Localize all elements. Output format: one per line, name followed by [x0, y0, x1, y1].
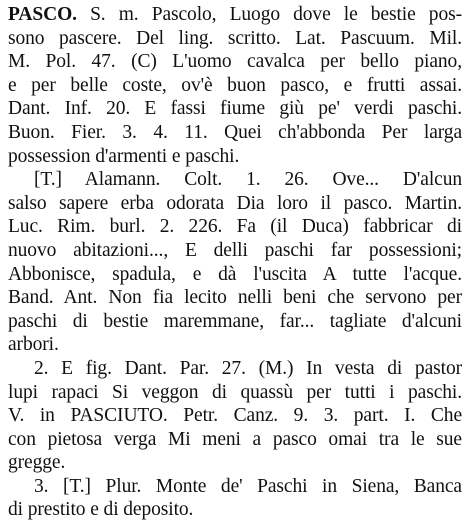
- entry-line-18: V. in PASCIUTO. Petr. Canz. 9. 3. part. I. Che: [8, 405, 462, 427]
- entry-line-9: salso sapere erba odorata Dia loro il pasco. Martin.: [8, 192, 462, 214]
- entry-line-3: M. Pol. 47. (C) L'uomo cavalca per bello piano,: [8, 51, 462, 73]
- entry-line-4: e per belle coste, ov'è buon pasco, e frutti assai.: [8, 74, 462, 96]
- entry-line-19: con pietosa verga Mi meni a pasco omai tra le sue: [8, 428, 462, 450]
- entry-line-21: 3. [T.] Plur. Monte de' Paschi in Siena, Banca: [34, 475, 462, 497]
- entry-line-16: 2. E fig. Dant. Par. 27. (M.) In vesta di pastor: [34, 357, 462, 379]
- entry-line-11: nuovo abitazioni..., E delli paschi far possessioni;: [8, 239, 462, 261]
- entry-line-17: lupi rapaci Si veggon di quassù per tutti i paschi.: [8, 381, 462, 403]
- entry-line-14: paschi di bestie maremmane, far... tagliate d'alcuni: [8, 310, 462, 332]
- entry-line-22: di prestito e di deposito.: [8, 499, 194, 521]
- entry-line-6: Buon. Fier. 3. 4. 11. Quei ch'abbonda Per larga: [8, 121, 462, 143]
- entry-line-8: [T.] Alamann. Colt. 1. 26. Ove... D'alcun: [34, 169, 462, 191]
- entry-line-15: arbori.: [8, 334, 59, 356]
- entry-line-10: Luc. Rim. burl. 2. 226. Fa (il Duca) fabbricar di: [8, 216, 462, 238]
- entry-headword: PASCO.: [8, 4, 77, 25]
- entry-definition-start: S. m. Pascolo, Luogo dove le bestie pos-: [90, 4, 462, 25]
- entry-line-5: Dant. Inf. 20. E fassi fiume giù pe' verdi paschi.: [8, 98, 462, 120]
- entry-line-13: Band. Ant. Non fia lecito nelli beni che servono per: [8, 287, 462, 309]
- entry-line-1: [8, 3, 462, 27]
- entry-line-2: sono pascere. Del ling. scritto. Lat. Pascuum. Mil.: [8, 27, 462, 49]
- entry-line-20: gregge.: [8, 452, 66, 474]
- entry-line-12: Abbonisce, spadula, e dà l'uscita A tutte l'acque.: [8, 263, 462, 285]
- entry-line-7: possession d'armenti e paschi.: [8, 145, 240, 167]
